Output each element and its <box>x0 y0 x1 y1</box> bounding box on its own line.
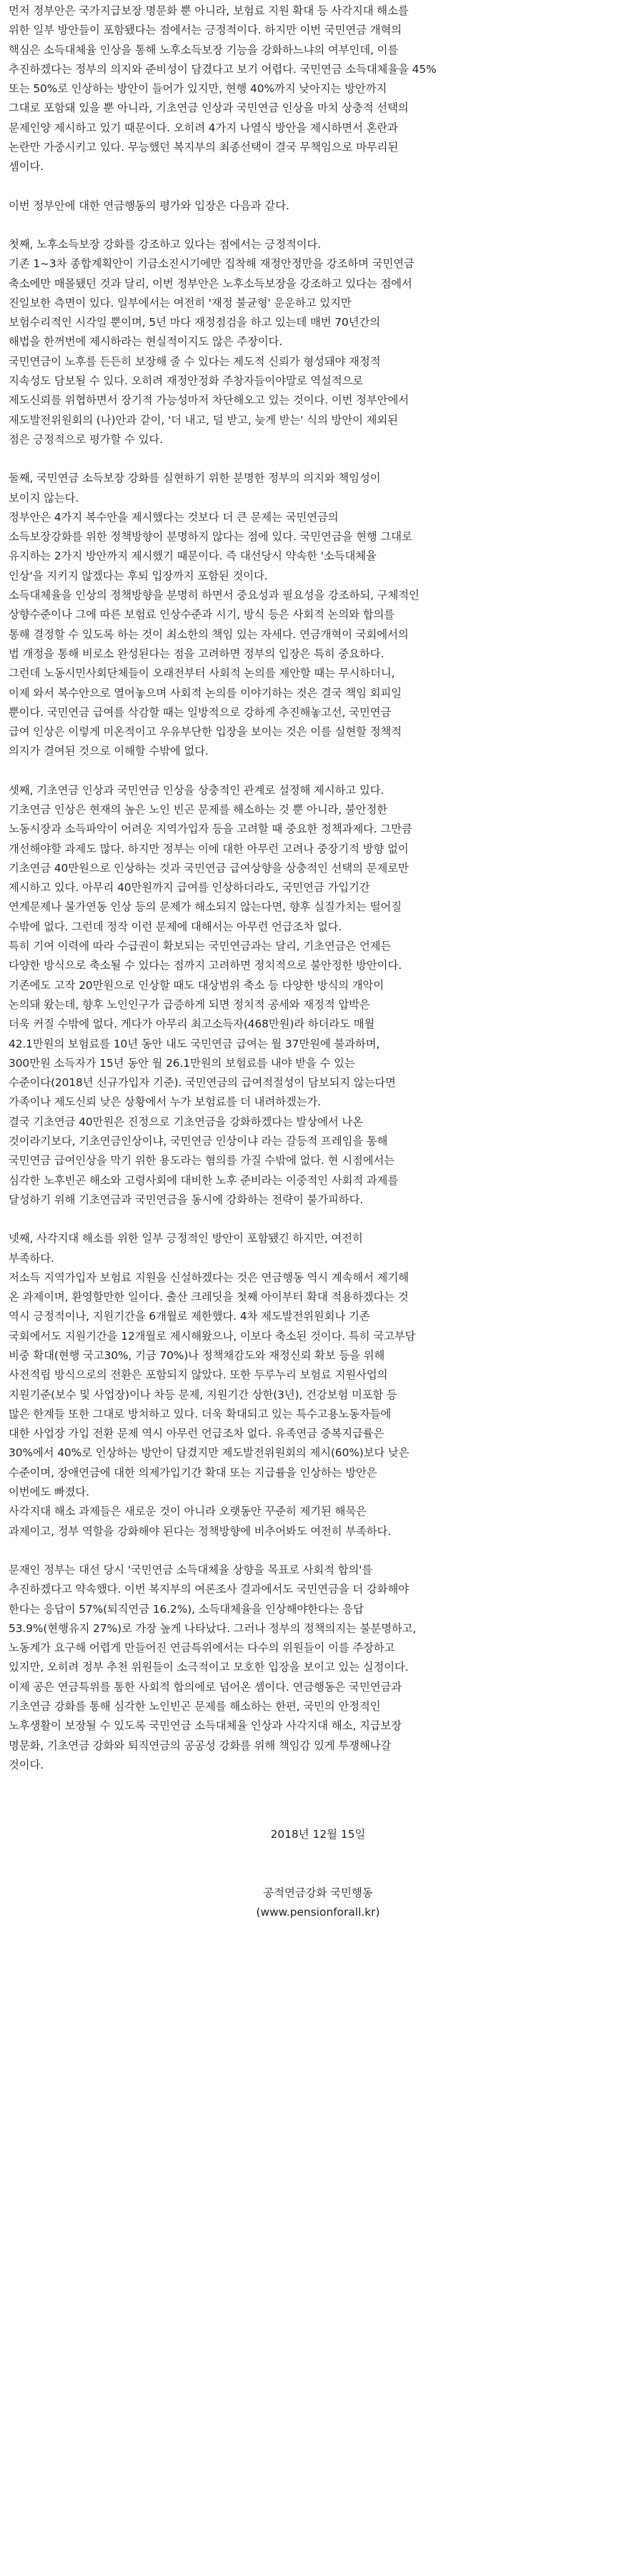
text-line: 의지가 결여된 것으로 이해할 수밖에 없다. <box>9 745 209 758</box>
intro-paragraph <box>9 1 627 177</box>
text-line: 대한 사업장 가입 전환 문제 역시 아무런 언급조차 없다. 유족연금 중복지급률은 <box>9 1427 384 1441</box>
text-line: 법 개정을 통해 비로소 완성된다는 점을 고려하면 정부의 입장은 특히 중요하다. <box>9 647 384 660</box>
text-line: 역시 긍정적이나, 지원기간을 6개월로 제한했다. 4차 제도발전위원회나 기존 <box>9 1310 370 1323</box>
text-line: 제시하고 있다. 아무리 40만원까지 급여를 인상하더라도, 국민연금 가입기간 <box>9 881 370 895</box>
text-line: 사각지대 해소 과제들은 새로운 것이 아니라 오랫동안 꾸준히 제기된 해묵은 <box>9 1505 367 1518</box>
footer-gap <box>9 1845 627 1884</box>
text-line: 문제인양 제시하고 있기 때문이다. 오히려 4가지 나열식 방안을 제시하면서 혼란과 <box>9 121 398 134</box>
text-line: 제도발전위원회의 (나)안과 같이, '더 내고, 덜 받고, 늦게 받는' 식의 방안이 제외된 <box>9 413 398 427</box>
text-line: 기존 1~3차 종합계획안이 기금소진시기에만 집착해 재정안정만을 강조하며 국민연금 <box>9 257 414 271</box>
text-line: 있지만, 오히려 정부 추천 위원들이 소극적이고 모호한 입장을 보이고 있는 실정이다. <box>9 1661 409 1674</box>
text-line: 소득보장강화를 위한 정책방향이 분명하지 않다는 점에 있다. 국민연금을 현행 그대로 <box>9 530 412 544</box>
text-line: 축소에만 매몰됐던 것과 달리, 이번 정부안은 노후소득보장을 강조하고 있다는 점에서 <box>9 277 412 290</box>
text-line: 것이다. <box>9 1758 44 1771</box>
text-line: 명문화, 기초연금 강화와 퇴직연금의 공공성 강화를 위해 책임감 있게 투쟁해나갈 <box>9 1739 392 1752</box>
text-line: 보험수리적인 시각일 뿐이며, 5년 마다 재정점검을 하고 있는데 매번 70년간의 <box>9 316 381 329</box>
text-line: 300만원 소득자가 15년 동안 월 26.1만원의 보험료를 내야 받을 수 있는 <box>9 1056 355 1070</box>
paragraph-gap <box>9 1541 627 1561</box>
text-line: 노동계가 요구해 어렵게 만들어진 연금특위에서는 다수의 위원들이 이를 주장하고 <box>9 1641 395 1655</box>
text-line: 첫째, 노후소득보장 강화를 강조하고 있다는 점에서는 긍정적이다. <box>9 237 322 251</box>
text-line: 셋째, 기초연금 인상과 국민연금 인상을 상충적인 관계로 설정해 제시하고 있다. <box>9 783 384 797</box>
text-line: 30%에서 40%로 인상하는 방안이 담겼지만 제도발전위원회의 제시(60%)보다 낮은 <box>9 1446 409 1460</box>
text-line: 그런데 노동시민사회단체들이 오래전부터 사회적 논의를 제안할 때는 무시하더니, <box>9 667 395 680</box>
text-line: 42.1만원의 보험료를 10년 동안 내도 국민연금 급여는 월 37만원에 불과하며, <box>9 1037 380 1050</box>
text-line: 지원기준(보수 및 사업장)이나 차등 문제, 지원기간 상한(3년), 건강보험 미포함 등 <box>9 1388 397 1401</box>
text-line: 사전적립 방식으로의 전환은 포함되지 않았다. 또한 두루누리 보험료 지원사업의 <box>9 1368 388 1382</box>
text-line: 논의돼 왔는데, 향후 노인인구가 급증하게 되면 정치적 공세와 재정적 압박은 <box>9 998 370 1011</box>
text-line: 먼저 정부안은 국가지급보장 명문화 뿐 아니라, 보험료 지원 확대 등 사각지대 해소를 <box>9 4 409 17</box>
text-line: 한다는 응답이 57%(퇴직연금 16.2%), 소득대체율을 인상해야한다는 응답 <box>9 1602 364 1616</box>
text-line: 국회에서도 지원기간을 12개월로 제시해왔으나, 이보다 축소된 것이다. 특히 국고부담 <box>9 1329 416 1343</box>
text-line: 이번 정부안에 대한 연금행동의 평가와 입장은 다음과 같다. <box>9 199 289 212</box>
text-line: 그대로 포함돼 있을 뿐 아니라, 기초연금 인상과 국민연금 인상을 마치 상충적 선택의 <box>9 101 409 115</box>
text-line: 추진하겠다고 약속했다. 이번 복지부의 여론조사 결과에서도 국민연금을 더 강화해야 <box>9 1583 409 1596</box>
text-line: 문재인 정부는 대선 당시 '국민연금 소득대체율 상향을 목표로 사회적 합의'를 <box>9 1563 373 1576</box>
text-line: 셈이다. <box>9 160 44 174</box>
text-line: 온 과제이며, 환영할만한 일이다. 출산 크레딧을 첫째 아이부터 확대 적용하겠다는 것 <box>9 1291 409 1304</box>
text-line: 많은 한계들 또한 그대로 방치하고 있다. 더욱 확대되고 있는 특수고용노동자들에 <box>9 1407 392 1421</box>
text-line: 점은 긍정적으로 평가할 수 있다. <box>9 432 163 446</box>
text-line: 국민연금이 노후를 든든히 보장해 줄 수 있다는 제도적 신뢰가 형성돼야 재정적 <box>9 354 381 368</box>
paragraph-gap <box>9 762 627 781</box>
text-line: 유지하는 2가지 방안까지 제시했기 때문이다. 즉 대선당시 약속한 '소득대체율 <box>9 549 377 563</box>
text-line: 기초연금 인상은 현재의 높은 노인 빈곤 문제를 해소하는 것 뿐 아니라, 불안정한 <box>9 802 388 816</box>
text-line: 논란만 가중시키고 있다. 무능했던 복지부의 최종선택이 결국 무책임으로 마무리된 <box>9 141 399 154</box>
text-line: 저소득 지역가입자 보험료 지원을 신설하겠다는 것은 연금행동 역시 계속해서 제기해 <box>9 1270 409 1284</box>
text-line: 둘째, 국민연금 소득보장 강화를 실현하기 위한 분명한 정부의 의지와 책임성이 <box>9 472 381 485</box>
text-line: 상향수준이나 그에 따른 보험료 인상수준과 시기, 방식 등은 사회적 논의와 합의를 <box>9 608 395 622</box>
text-line: 소득대체율을 인상의 정책방향을 분명히 하면서 중요성과 필요성을 강조하되, 구체적인 <box>9 589 419 602</box>
section-first <box>9 235 627 449</box>
text-line: 달성하기 위해 기초연금과 국민연금을 동시에 강화하는 전략이 불가피하다. <box>9 1193 364 1206</box>
text-line: 추진하겠다는 정부의 의지와 준비성이 담겼다고 보기 어렵다. 국민연금 소득대체율을 45% <box>9 62 437 76</box>
section-fourth <box>9 1229 627 1541</box>
text-line: 정부안은 4가지 복수안을 제시했다는 것보다 더 큰 문제는 국민연금의 <box>9 510 339 524</box>
text-line: 수준이다(2018년 신규가입자 기준). 국민연금의 급여적절성이 담보되지 않는다면 <box>9 1076 396 1090</box>
text-line: 제도신뢰를 위협하면서 장기적 가능성마저 차단해오고 있는 것이다. 이번 정부안에서 <box>9 394 409 407</box>
text-line: 진일보한 측면이 있다. 일부에서는 여전히 '재정 불균형' 운운하고 있지만 <box>9 296 352 309</box>
statement-date: 2018년 12월 15일 <box>270 1828 366 1841</box>
text-line: 가족이나 제도신뢰 낮은 상황에서 누가 보험료를 더 내려하겠는가. <box>9 1095 322 1109</box>
text-line: 기초연금 강화를 통해 심각한 노인빈곤 문제를 해소하는 한편, 국민의 안정적인 <box>9 1700 381 1714</box>
text-line: 인상'을 지키지 않겠다는 후퇴 입장까지 포함된 것이다. <box>9 569 268 582</box>
text-line: 특히 기여 이력에 따라 수급권이 확보되는 국민연금과는 달리, 기초연금은 언제든 <box>9 940 392 953</box>
organization-name: 공적연금강화 국민행동 <box>263 1886 373 1899</box>
paragraph-gap <box>9 216 627 235</box>
text-line: 결국 기초연금 40만원은 진정으로 기초연금을 강화하겠다는 발상에서 나온 <box>9 1115 363 1128</box>
text-line: 보이지 않는다. <box>9 491 79 504</box>
text-line: 해법을 한꺼번에 제시하라는 현실적이지도 않은 주장이다. <box>9 335 283 349</box>
footer-gap <box>9 1775 627 1825</box>
text-line: 부족하다. <box>9 1251 54 1265</box>
text-line: 뿐이다. 국민연금 급여를 삭감할 때는 일방적으로 강하게 추진해놓고선, 국민연금 <box>9 705 392 719</box>
paragraph-gap <box>9 449 627 469</box>
text-line: 핵심은 소득대체율 인상을 통해 노후소득보장 기능을 강화하느냐의 여부인데, 이를 <box>9 43 399 56</box>
text-line: 또는 50%로 인상하는 방안이 들어가 있지만, 현행 40%까지 낮아지는 방안까지 <box>9 82 387 96</box>
text-line: 위한 일부 방안들이 포함됐다는 점에서는 긍정적이다. 하지만 이번 국민연금 개혁의 <box>9 24 402 37</box>
text-line: 비중 확대(현행 국고30%, 기금 70%)나 정책채감도와 재정신뢰 확보 등을 위해 <box>9 1349 385 1362</box>
text-line: 넷째, 사각지대 해소를 위한 일부 긍정적인 방안이 포함됐긴 하지만, 여전히 <box>9 1232 363 1245</box>
paragraph-gap <box>9 177 627 197</box>
text-line: 이제 공은 연금특위를 통한 사회적 합의에로 넘어온 셈이다. 연금행동은 국민연금과 <box>9 1680 402 1694</box>
text-line: 기초연금 40만원으로 인상하는 것과 국민연금 급여상향을 상충적인 선택의 문제로만 <box>9 861 409 875</box>
text-line: 수밖에 없다. 그런데 정작 이런 문제에 대해서는 아무런 언급조차 없다. <box>9 920 342 933</box>
section-second <box>9 469 627 761</box>
paragraph-gap <box>9 1210 627 1229</box>
text-line: 다양한 방식으로 축소될 수 있다는 점까지 고려하면 정치적으로 불안정한 방안이다. <box>9 959 402 973</box>
text-line: 이번에도 빠졌다. <box>9 1486 89 1499</box>
text-line: 지속성도 담보될 수 있다. 오히려 재정안정화 주창자들이야말로 역설적으로 <box>9 374 364 388</box>
closing-paragraph <box>9 1561 627 1775</box>
text-line: 더욱 커질 수밖에 없다. 게다가 아무리 최고소득자(468만원)라 하더라도 매월 <box>9 1018 375 1031</box>
organization-url: (www.pensionforall.kr) <box>256 1905 380 1919</box>
text-line: 것이라기보다, 기초연금인상이냐, 국민연금 인상이냐 라는 갈등적 프레임을 통해 <box>9 1135 388 1148</box>
text-line: 심각한 노후빈곤 해소와 고령사회에 대비한 노후 준비라는 이중적인 사회적 과제를 <box>9 1173 399 1187</box>
section-third <box>9 781 627 1210</box>
text-line: 53.9%(현행유지 27%)로 가장 높게 나타났다. 그러나 정부의 정책의지는 불분명하고, <box>9 1621 417 1635</box>
text-line: 과제이고, 정부 역할을 강화해야 된다는 정책방향에 비추어봐도 여전히 부족하다. <box>9 1524 392 1538</box>
text-line: 노동시장과 소득파악이 어려운 지역가입자 등을 고려할 때 중요한 정책과제다. 그만큼 <box>9 822 412 836</box>
text-line: 이제 와서 복수안으로 열어놓으며 사회적 논의를 이야기하는 것은 결국 책임 회피일 <box>9 686 402 700</box>
transition-paragraph <box>9 197 627 216</box>
text-line: 국민연금 급여인상을 막기 위한 용도라는 혐의를 가질 수밖에 없다. 현 시점에서는 <box>9 1154 395 1168</box>
text-line: 개선해야할 과제도 많다. 하지만 정부는 이에 대한 아무런 고려나 중장기적 방향 없이 <box>9 842 409 855</box>
text-line: 급여 인상은 이렇게 미온적이고 우유부단한 입장을 보이는 것은 이를 실현할 정책적 <box>9 725 402 739</box>
text-line: 노후생활이 보장될 수 있도록 국민연금 소득대체율 인상과 사각지대 해소, 지급보장 <box>9 1719 402 1733</box>
text-line: 기존에도 고작 20만원으로 인상할 때도 대상범위 축소 등 다양한 방식의 개악이 <box>9 978 384 992</box>
text-line: 수준이며, 장애연금에 대한 의제가입기간 확대 또는 지급률을 인상하는 방안은 <box>9 1466 377 1479</box>
text-line: 연계문제나 물가연동 인상 등의 문제가 해소되지 않는다면, 향후 실질가치는 떨어질 <box>9 900 402 914</box>
text-line: 통해 결정할 수 있도록 하는 것이 최소한의 책임 있는 자세다. 연금개혁이 국회에서의 <box>9 627 409 641</box>
